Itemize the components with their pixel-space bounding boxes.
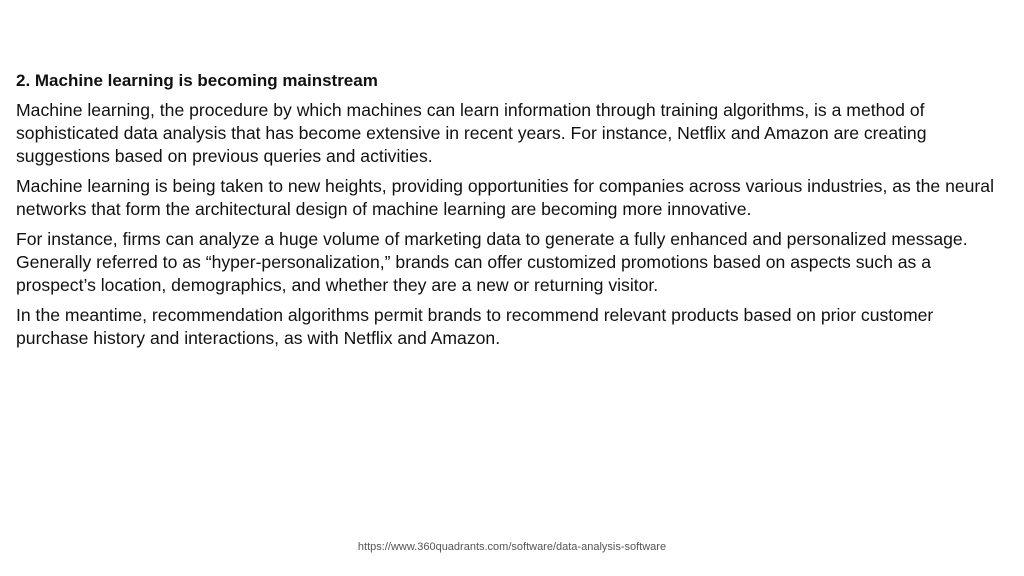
paragraph-1: Machine learning, the procedure by which machines can learn information through training algorithms, is a method of sophisticated data analysis that has become extensive in recent years. For instance, Netflix and Amazon are creating suggestions based on previous queries and activities.: [16, 100, 927, 166]
paragraph-3: For instance, firms can analyze a huge volume of marketing data to generate a fully enhanced and personalized message. Generally referred to as “hyper-personalization,” brands can offer customized promotions based on aspects such as a prospect’s location, demographics, and whether they are a new or returning visitor.: [16, 229, 968, 295]
paragraph-4: In the meantime, recommendation algorithms permit brands to recommend relevant products based on prior customer purchase history and interactions, as with Netflix and Amazon.: [16, 305, 934, 348]
section-heading: 2. Machine learning is becoming mainstream: [16, 71, 378, 90]
paragraph-2: Machine learning is being taken to new heights, providing opportunities for companies across various industries, as the neural networks that form the architectural design of machine learning are becoming more innovative.: [16, 176, 994, 219]
slide-content: [16, 69, 1006, 357]
source-url[interactable]: https://www.360quadrants.com/software/data-analysis-software: [357, 541, 667, 553]
